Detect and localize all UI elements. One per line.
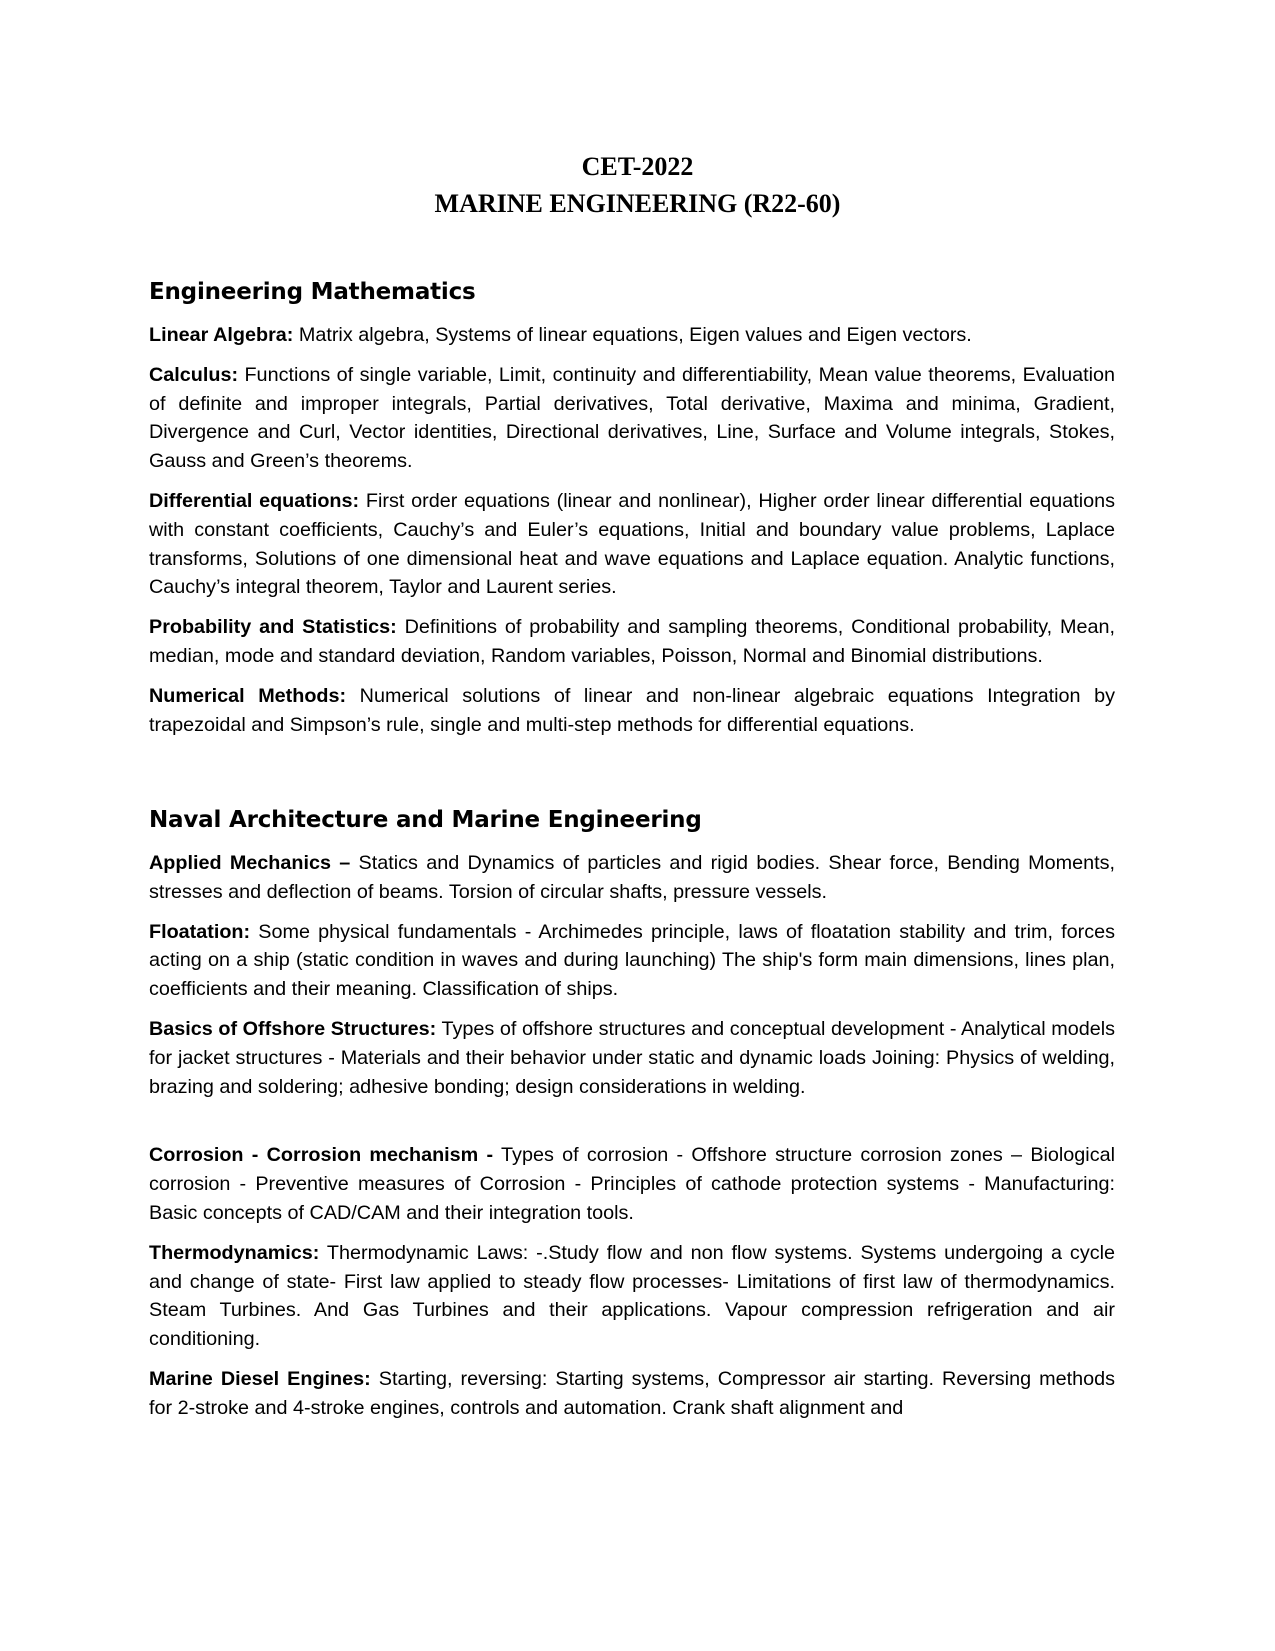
topic-label: Thermodynamics:	[149, 1241, 320, 1264]
section-engineering-mathematics	[149, 277, 1115, 739]
topic-calculus	[149, 361, 1115, 476]
topic-differential-equations	[149, 487, 1115, 602]
topic-corrosion	[149, 1141, 1115, 1227]
topic-label: Corrosion - Corrosion mechanism -	[149, 1144, 494, 1167]
topic-text: Matrix algebra, Systems of linear equations, Eigen values and Eigen vectors.	[293, 324, 972, 346]
topic-text: First order equations (linear and nonlinear), Higher order linear differential equations with constant coefficients, Cauchy’s and Euler’s equations, Initial and boundary value problems, Laplace transforms, Solutions of one dimensional heat and wave equations and Laplace equation. Analytic functions, Cauchy’s integral theorem, Taylor and Laurent series.	[149, 489, 1115, 599]
topic-text: Starting, reversing: Starting systems, Compressor air starting. Reversing methods for 2-stroke and 4-stroke engines, controls and automation. Crank shaft alignment and	[149, 1367, 1116, 1419]
topic-text: Statics and Dynamics of particles and rigid bodies. Shear force, Bending Moments, stresses and deflection of beams. Torsion of circular shafts, pressure vessels.	[149, 852, 1115, 903]
topic-text: Thermodynamic Laws: -.Study flow and non flow systems. Systems undergoing a cycle and change of state- First law applied to steady flow processes- Limitations of first law of thermodynamics. Steam Turbines. And Gas Turbines and their applications. Vapour compression refrigeration and air conditioning.	[149, 1241, 1115, 1351]
topic-thermodynamics	[149, 1239, 1115, 1354]
topic-marine-diesel-engines	[149, 1365, 1115, 1423]
topic-label: Marine Diesel Engines:	[149, 1367, 371, 1390]
section-heading: Engineering Mathematics	[149, 279, 476, 305]
exam-name: CET-2022	[581, 152, 694, 181]
document-title	[0, 148, 1275, 222]
topic-label: Floatation:	[149, 920, 251, 943]
section-heading: Naval Architecture and Marine Engineering	[149, 807, 702, 833]
topic-text: Definitions of probability and sampling theorems, Conditional probability, Mean, median, mode and standard deviation, Random variables, Poisson, Normal and Binomial distributions.	[149, 616, 1116, 667]
topic-label: Probability and Statistics:	[149, 616, 397, 639]
topic-text: Types of corrosion - Offshore structure corrosion zones – Biological corrosion - Preventive measures of Corrosion - Principles of cathode protection systems - Manufacturing: Basic concepts of CAD/CAM and their integration tools.	[149, 1144, 1115, 1224]
topic-text: Types of offshore structures and conceptual development - Analytical models for jacket structures - Materials and their behavior under static and dynamic loads Joining: Physics of welding, brazing and soldering; adhesive bonding; design considerations in welding.	[149, 1017, 1115, 1098]
topic-label: Numerical Methods:	[149, 684, 347, 707]
topic-floatation	[149, 918, 1115, 1004]
section-naval-architecture	[149, 805, 1115, 1423]
topic-numerical-methods	[149, 682, 1115, 740]
subject-title: MARINE ENGINEERING (R22-60)	[434, 189, 841, 218]
topic-label: Linear Algebra:	[149, 324, 294, 346]
topic-text: Numerical solutions of linear and non-linear algebraic equations Integration by trapezoidal and Simpson’s rule, single and multi-step methods for differential equations.	[149, 684, 1115, 736]
topic-label: Basics of Offshore Structures:	[149, 1017, 437, 1040]
topic-text: Some physical fundamentals - Archimedes principle, laws of floatation stability and trim, forces acting on a ship (static condition in waves and during launching) The ship's form main dimensions, lines plan, coefficients and their meaning. Classification of ships.	[149, 920, 1115, 1001]
topic-probability-statistics	[149, 613, 1115, 671]
topic-offshore-structures	[149, 1015, 1115, 1101]
topic-label: Calculus:	[149, 363, 239, 386]
topic-label: Applied Mechanics –	[149, 852, 351, 874]
topic-linear-algebra	[149, 321, 1115, 350]
topic-text: Functions of single variable, Limit, continuity and differentiability, Mean value theorems, Evaluation of definite and improper integrals, Partial derivatives, Total derivative, Maxima and minima, Gradient, Divergence and Curl, Vector identities, Directional derivatives, Line, Surface and Volume integrals, Stokes, Gauss and Green’s theorems.	[149, 363, 1115, 473]
topic-applied-mechanics	[149, 849, 1115, 907]
topic-label: Differential equations:	[149, 489, 360, 512]
